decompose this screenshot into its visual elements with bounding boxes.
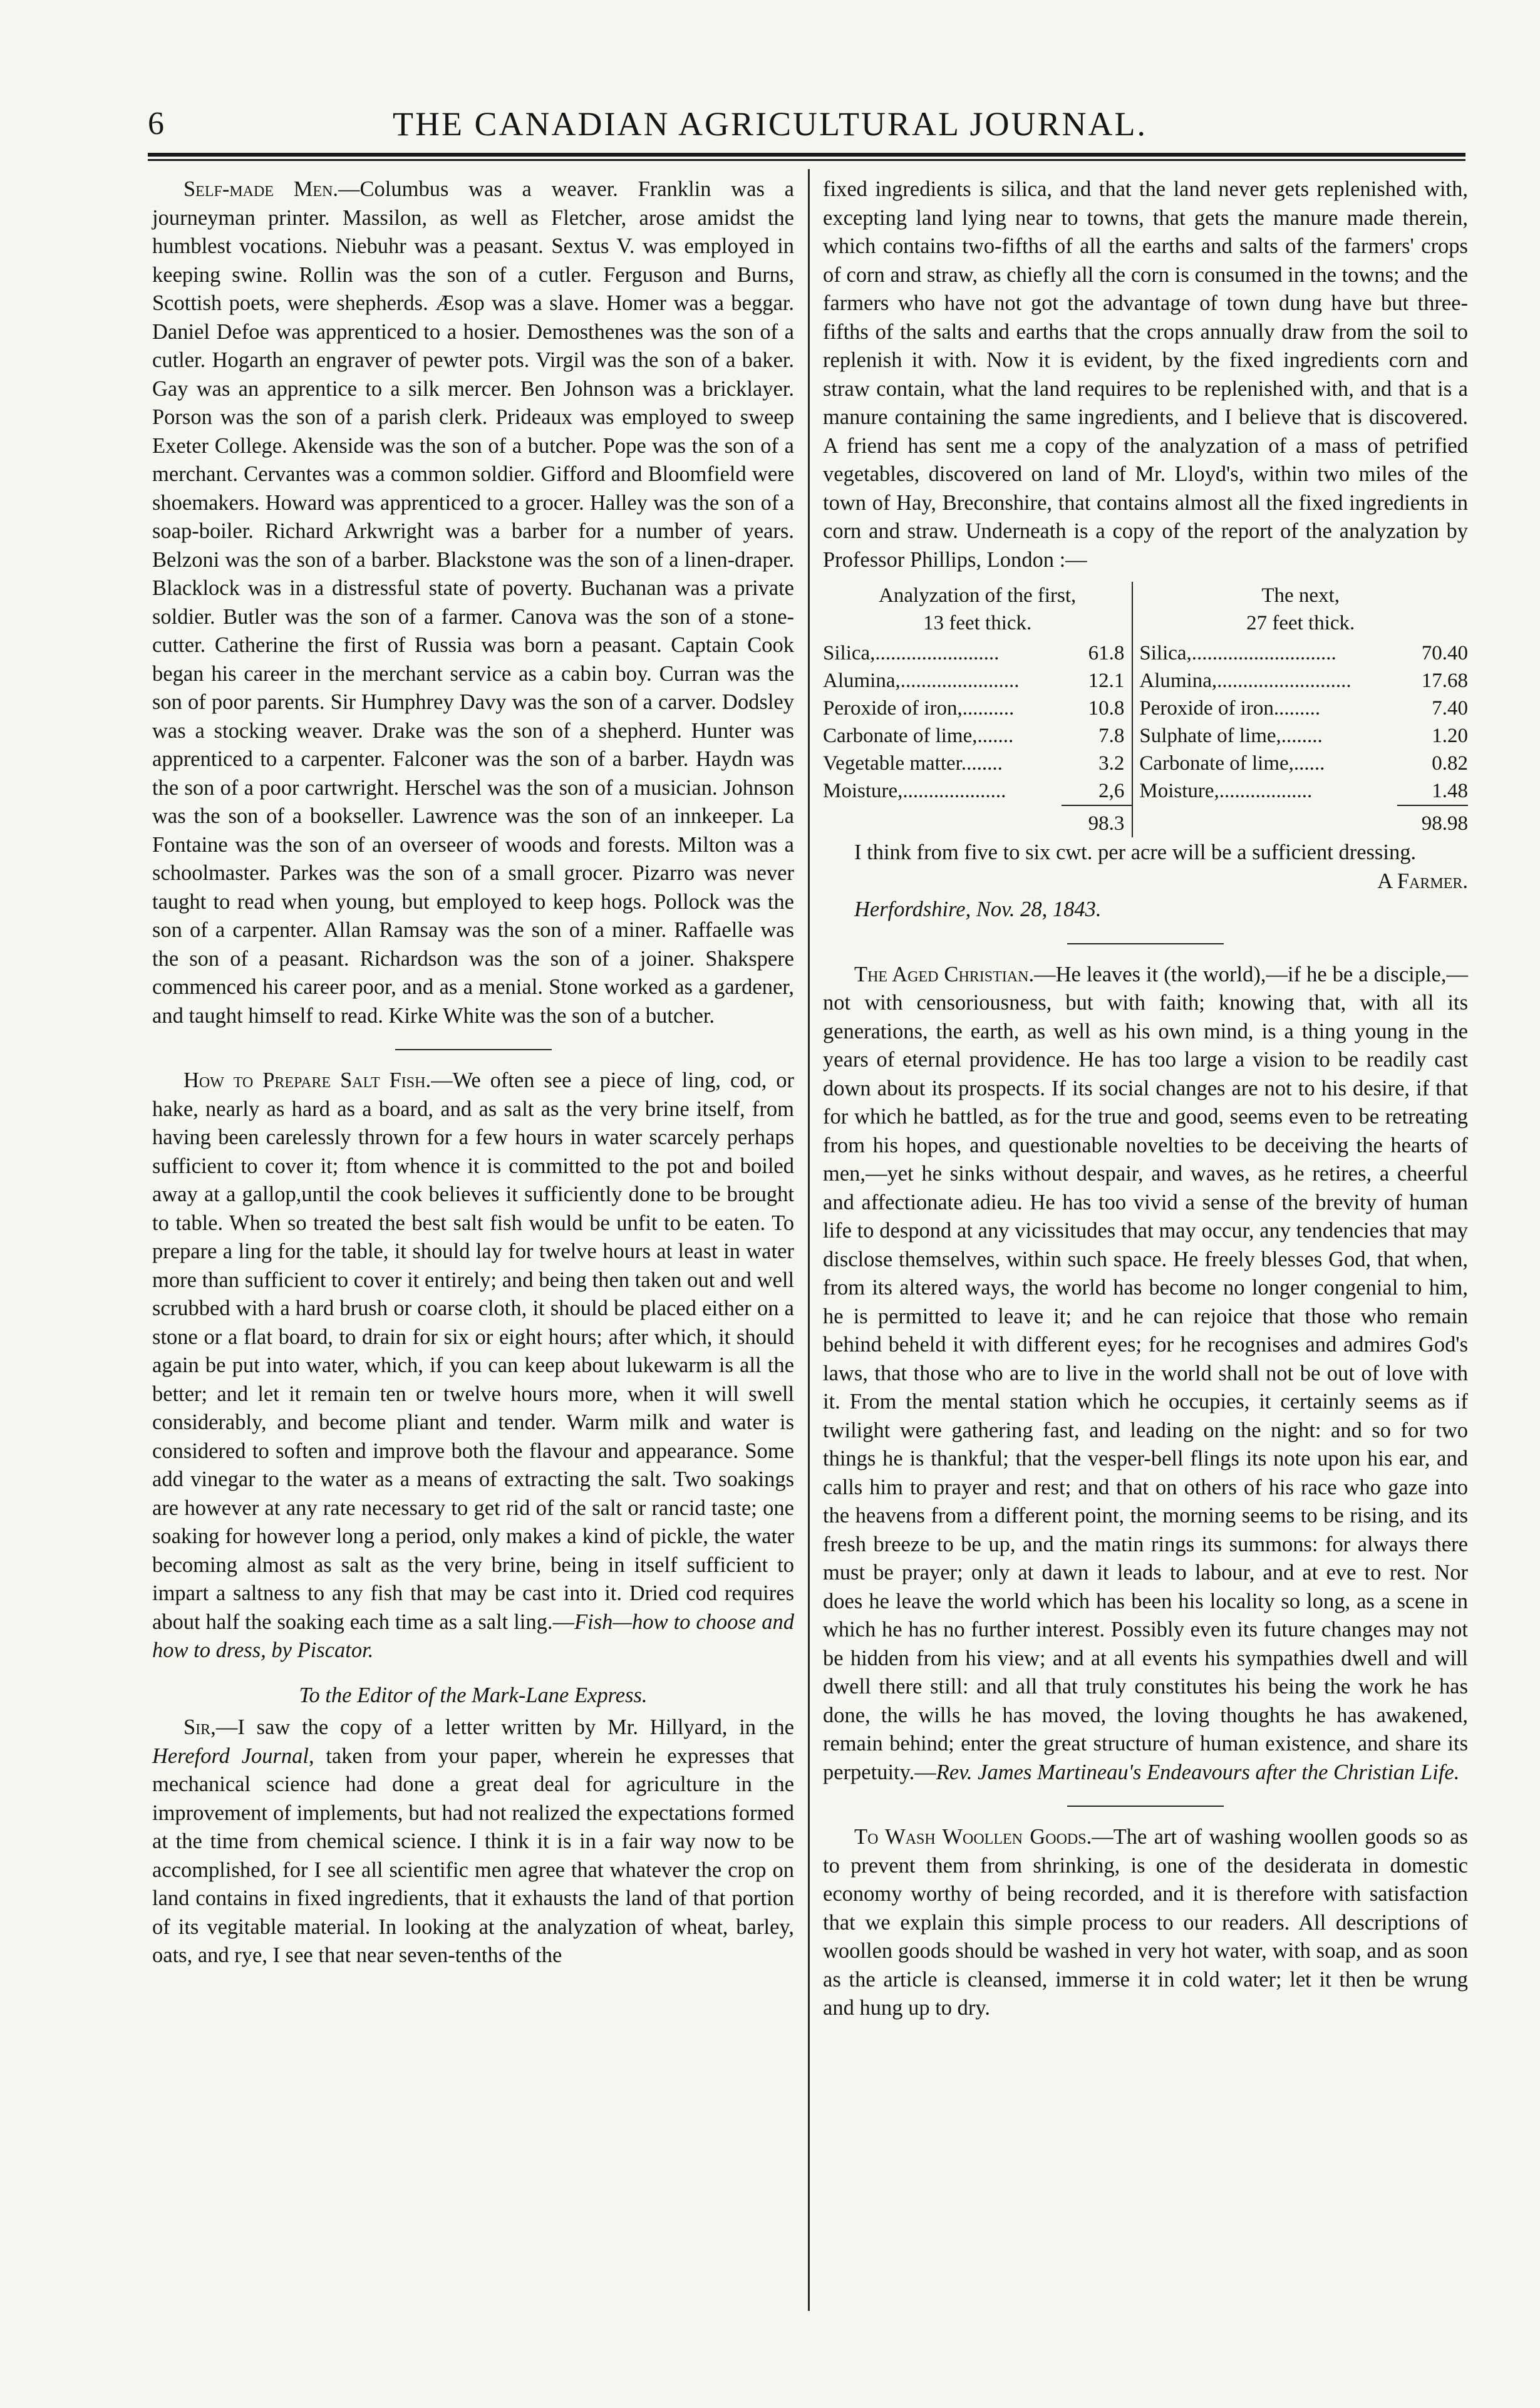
table-row: Alumina,....................... 12.1 Alumina,.......................... 17.68 (823, 667, 1468, 695)
article-body: —The art of washing woollen goods so as to prevent them from shrinking, is one of the desiderata in domestic economy worthy of being recorded, and it is therefore with satisfaction that we explain this simple process to our readers. All descriptions of woollen goods should be washed in very hot water, with soap, and as soon as the article is cleansed, immerse it in cold water; let it then be wrung and hung up to dry. (823, 1825, 1468, 2020)
article-source: Rev. James Martineau's Endeavours after the Christian Life. (936, 1760, 1460, 1784)
article-aged-christian (823, 961, 1468, 1787)
article-body: —We often see a piece of ling, cod, or hake, nearly as hard as a board, and as salt as the very brine itself, from having been carelessly thrown for a few hours in water scarcely perhaps sufficient to cover it; ftom whence it is committed to the pot and boiled away at a gallop,until the cook believes it sufficiently done to be brought to table. When so treated the best salt fish would be unfit to be eaten. To prepare a ling for the table, it should lay for twelve hours at least in water more than sufficient to cover it entirely; and being then taken out and well scrubbed with a hard brush or coarse cloth, it should be placed either on a stone or a flat board, to drain for six or eight hours; after which, it should again be put into water, which, if you can keep about lukewarm is all the better; and let it remain ten or twelve hours more, when it will swell considerably, and become pliant and tender. Warm milk and water is considered to soften and improve both the flavour and appearance. Some add vinegar to the water as a means of extracting the salt. Two soakings are however at any rate necessary to get rid of the salt or rancid taste; one soaking for however long a period, only makes a kind of pickle, the water becoming almost as salt as the very brine, being in itself sufficient to impart a saltness to any fish that may be cast into it. Dried cod requires about half the soaking each time as a salt ling.— (152, 1068, 794, 1634)
letter-continuation: fixed ingredients is silica, and that the land never gets replenished with, excepting land lying near to towns, that gets the manure made therein, which contains two-fifths of all the earths and salts of the farmers' crops of corn and straw, as chiefly all the corn is consumed in the towns; and the farmers who have not got the advantage of town dung have but three-fifths of the salts and earths that the crops annually draw from the soil to replenish it with. Now it is evident, by the fixed ingredients corn and straw contain, what the land requires to be replenished with, and that is a manure containing the same ingredients, and I believe that is discovered. A friend has sent me a copy of the analyzation of a mass of petrified vegetables, discovered on land of Mr. Lloyd's, within two miles of the town of Hay, Breconshire, that contains almost all the fixed ingredients in corn and straw. Underneath is a copy of the report of the analyzation by Professor Phillips, London :— (823, 177, 1468, 572)
article-title: To Wash Woollen Goods. (854, 1825, 1092, 1849)
article-self-made-men (152, 175, 794, 1030)
table-row: Peroxide of iron,.......... 10.8 Peroxide of iron......... 7.40 (823, 695, 1468, 722)
article-salt-fish (152, 1067, 794, 1665)
letter-signature: A Farmer. (1377, 869, 1468, 893)
table-heading-first: Analyzation of the first, 13 feet thick. (823, 582, 1132, 639)
article-body: —He leaves it (the world),—if he be a disciple,—not with censoriousness, but with faith; knowing that, with all its generations, the earth, as well as his own mind, is a thing young in the years of eternal providence. He has too large a vision to be readily cast down about its prospects. If its social changes are not to his desire, if that for which he battled, as for the true and good, seems even to be retreating from his hopes, and questionable novelties to be deceiving the hearts of men,—yet he sinks without despair, and waves, as he retires, a cheerful and affectionate adieu. He has too vivid a sense of the brevity of human life to despond at any vicissitudes that may occur, any tendencies that may disclose themselves, within such space. He freely blesses God, that when, from its altered ways, the world has become no longer congenial to him, he is permitted to leave it; and he can rejoice that those who remain behind beheld it with different eyes; for he recognises and admires God's laws, that those who are to live in the world shall not be out of love with it. From the mental station which he occupies, it certainly seems as if twilight were gathering fast, and leading on the night: and so for two things he is thankful; that the vesper-bell flings its note upon his ear, and calls him to prayer and rest; and that on others of his race who gaze into the heavens from a different point, the morning seems to be rising, and its fresh breeze to be up, and the matin rings its summons: for always there must be prayer; only at dawn it leads to labour, and at eve to rest. Nor does he leave the world which has been his locality so long, as a scene in which he has no further interest. Possibly even its future changes may not be hidden from his view; and at all events his sympathies dwell and will dwell there still: and all that truly constitutes his being the work he has done, the wills he has moved, the loving thoughts he has awakened, remain behind; enter the great structure of human existence, and share its perpetuity.— (823, 962, 1468, 1784)
header-rule-thick (148, 153, 1465, 157)
right-column (823, 175, 1468, 2023)
analysis-table (823, 582, 1468, 837)
journal-title: THE CANADIAN AGRICULTURAL JOURNAL. (393, 105, 1147, 143)
article-woollen-goods (823, 1823, 1468, 2023)
article-body: —Columbus was a weaver. Franklin was a journeyman printer. Massilon, as well as Fletcher, arose amidst the humblest vocations. Niebuhr was a peasant. Sextus V. was employed in keeping swine. Rollin was the son of a cutler. Ferguson and Burns, Scottish poets, were shepherds. Æsop was a slave. Homer was a beggar. Daniel Defoe was apprenticed to a hosier. Demosthenes was the son of a cutler. Hogarth an engraver of pewter pots. Virgil was the son of a baker. Gay was an apprentice to a silk mercer. Ben Johnson was a bricklayer. Porson was the son of a parish clerk. Prideaux was employed to sweep Exeter College. Akenside was the son of a butcher. Pope was the son of a merchant. Cervantes was a common soldier. Gifford and Bloomfield were shoemakers. Howard was apprenticed to a grocer. Halley was the son of a soap-boiler. Richard Arkwright was a barber for a number of years. Belzoni was the son of a barber. Blackstone was the son of a linen-draper. Blacklock was in a distressful state of poverty. Buchanan was a private soldier. Butler was the son of a farmer. Canova was the son of a stone-cutter. Catherine the first of Russia was born a peasant. Captain Cook began his career in the merchant service as a cabin boy. Curran was the son of poor parents. Sir Humphrey Davy was the son of a carver. Dodsley was a stocking weaver. Drake was the son of a shepherd. Hunter was apprenticed to a carpenter. Falconer was the son of a barber. Haydn was the son of a poor cartwright. Herschel was the son of a musician. Johnson was the son of a bookseller. Lawrence was the son of an innkeeper. La Fontaine was the son of an overseer of woods and forests. Milton was a schoolmaster. Parkes was the son of a small grocer. Pizarro was never taught to read when young, but employed to keep hogs. Pollock was the son of a carpenter. Allan Ramsay was the son of a miner. Raffaelle was the son of a peasant. Richardson was the son of a joiner. Shakspere commenced his career poor, and as a menial. Stone worked as a gardener, and taught himself to read. Kirke White was the son of a butcher. (152, 177, 794, 1028)
total-first: 98.3 (1062, 805, 1132, 837)
letter-salutation: Sir, (183, 1715, 216, 1739)
section-separator (395, 1049, 552, 1050)
table-row: Vegetable matter........ 3.2 Carbonate of lime,...... 0.82 (823, 750, 1468, 777)
article-source: Fish—how to choose and how to dress, by Piscator. (152, 1610, 794, 1662)
page-number: 6 (148, 106, 164, 142)
table-heading-next: The next, 27 feet thick. (1246, 584, 1355, 634)
table-row: Moisture,.................... 2,6 Moisture,.................. 1.48 (823, 777, 1468, 805)
article-title: Self-made Men. (183, 177, 339, 201)
table-totals (823, 805, 1468, 837)
table-row: Carbonate of lime,....... 7.8 Sulphate of lime,........ 1.20 (823, 722, 1468, 750)
left-column (152, 175, 794, 1970)
letter-closing: I think from five to six cwt. per acre will be a sufficient dressing. (854, 840, 1417, 864)
column-divider (808, 169, 810, 2311)
section-separator (1067, 943, 1224, 944)
total-next: 98.98 (1397, 805, 1468, 837)
letter-body: Sir,—I saw the copy of a letter written by Mr. Hillyard, in the Hereford Journal, taken from your paper, wherein he expresses that mechanical science had done a great deal for agriculture in the improvement of implements, but had not realized the expectations formed at the time from chemical science. I think it is in a fair way now to be accomplished, for I see all scientific men agree that whatever the crop on land contains in fixed ingredients, that it exhausts the land of that portion of its vegitable material. In looking at the analyzation of wheat, barley, oats, and rye, I see that near seven-tenths of the (152, 1715, 794, 1967)
article-title: The Aged Christian. (854, 962, 1035, 986)
letter-place-date: Herfordshire, Nov. 28, 1843. (854, 897, 1102, 921)
table-row: Silica,........................ 61.8 Silica,............................ 70.40 (823, 639, 1468, 667)
journal-name: Hereford Journal (152, 1744, 309, 1768)
section-separator (1067, 1806, 1224, 1807)
article-title: How to Prepare Salt Fish. (183, 1068, 432, 1092)
header-rule-thin (148, 159, 1465, 161)
letter-heading: To the Editor of the Mark-Lane Express. (299, 1683, 648, 1707)
